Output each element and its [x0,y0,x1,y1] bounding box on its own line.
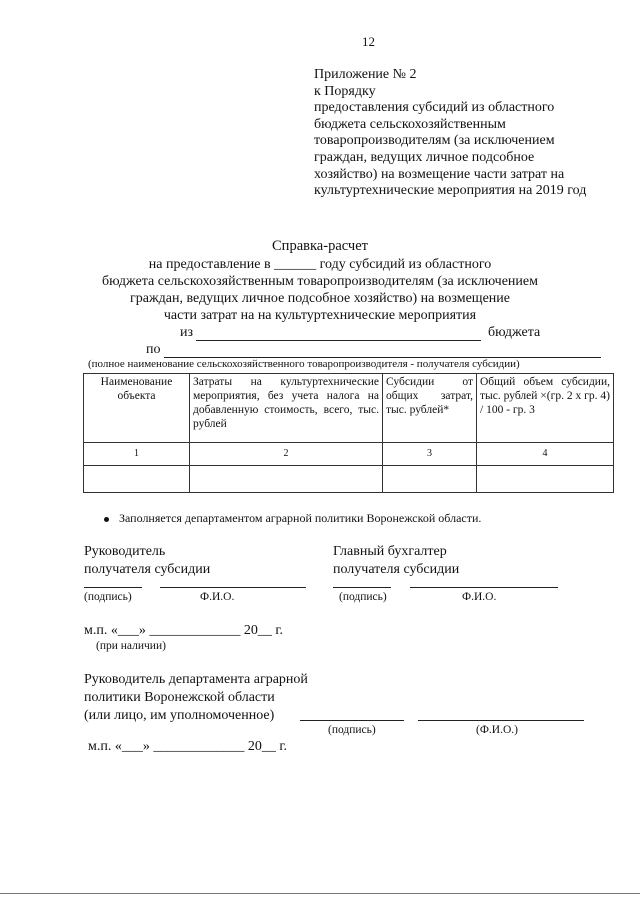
stamp-date-line: м.п. «___» _____________ 20__ г. [84,623,284,638]
from-budget-blank [196,340,481,341]
appendix-line: бюджета сельскохозяйственным [314,116,506,132]
stamp-note: (при наличии) [96,640,166,652]
left-signature-blank [84,587,142,588]
from-budget-suffix: бюджета [488,325,541,340]
column-header: Субсидии от общих затрат, тыс. рублей* [383,374,477,443]
appendix-line: хозяйство) на возмещение части затрат на [314,166,565,182]
dept-stamp-date-line: м.п. «___» _____________ 20__ г. [88,739,288,754]
page-edge-divider [0,893,640,894]
appendix-line: граждан, ведущих личное подсобное [314,149,535,165]
table-header-row [84,374,614,443]
signer-title-line: (или лицо, им уполномоченное) [84,708,275,723]
table-cell[interactable] [190,466,383,493]
column-number: 1 [84,443,190,466]
column-number-row [84,443,614,466]
subtitle-line: части затрат на на культуртехнические мероприятия [163,308,477,323]
column-number: 4 [477,443,614,466]
signer-title-line: Главный бухгалтер [333,544,447,559]
subtitle-line: на предоставление в ______ году субсидий из областного [148,257,492,272]
column-header: Затраты на культуртехнические мероприятия, без учета налога на добавленную стоимость, всего, тыс. рублей [190,374,383,443]
subtitle-line: граждан, ведущих личное подсобное хозяйство) на возмещение [130,291,510,306]
table-cell[interactable] [383,466,477,493]
footnote [104,511,481,526]
page-number: 12 [362,34,375,49]
table-row [84,466,614,493]
left-name-label: Ф.И.О. [200,591,235,603]
signer-title-line: получателя субсидии [84,562,211,577]
document-title: Справка-расчет [272,238,368,254]
appendix-header [314,67,586,200]
left-signer-title [84,543,210,579]
appendix-line: предоставления субсидий из областного [314,100,555,116]
department-signer-title [84,671,308,725]
dept-signature-label: (подпись) [328,724,376,736]
dept-name-label: (Ф.И.О.) [476,724,518,736]
table-cell[interactable] [477,466,614,493]
table-cell[interactable] [84,466,190,493]
appendix-line: к Порядку [314,83,376,99]
bullet-icon [104,517,109,522]
right-signature-blank [333,587,391,588]
left-signature-label: (подпись) [84,591,132,603]
recipient-caption: (полное наименование сельскохозяйственного товаропроизводителя - получателя субсидии) [88,358,520,370]
right-signer-title [333,543,459,579]
column-number: 3 [383,443,477,466]
column-header: Общий объем субсидии, тыс. рублей ×(гр. 2 х гр. 4) / 100 - гр. 3 [477,374,614,443]
calculation-table [83,373,614,493]
right-signature-label: (подпись) [339,591,387,603]
dept-name-blank [418,720,584,721]
signer-title-line: Руководитель департамента аграрной [84,672,308,687]
from-budget-prefix: из [180,325,194,340]
left-name-blank [160,587,306,588]
right-name-blank [410,587,558,588]
appendix-line: товаропроизводителям (за исключением [314,133,555,149]
signer-title-line: Руководитель [84,544,166,559]
signer-title-line: получателя субсидии [333,562,460,577]
dept-signature-blank [300,720,404,721]
column-number: 2 [190,443,383,466]
signer-title-line: политики Воронежской области [84,690,275,705]
appendix-line: Приложение № 2 [314,67,417,82]
footnote-text: Заполняется департаментом аграрной политики Воронежской области. [119,511,482,525]
column-header: Наименование объекта [84,374,190,443]
recipient-prefix: по [146,342,161,357]
subtitle-line: бюджета сельскохозяйственным товаропроизводителям (за исключением [102,274,538,289]
appendix-line: культуртехнические мероприятия на 2019 год [314,183,587,199]
right-name-label: Ф.И.О. [462,591,497,603]
